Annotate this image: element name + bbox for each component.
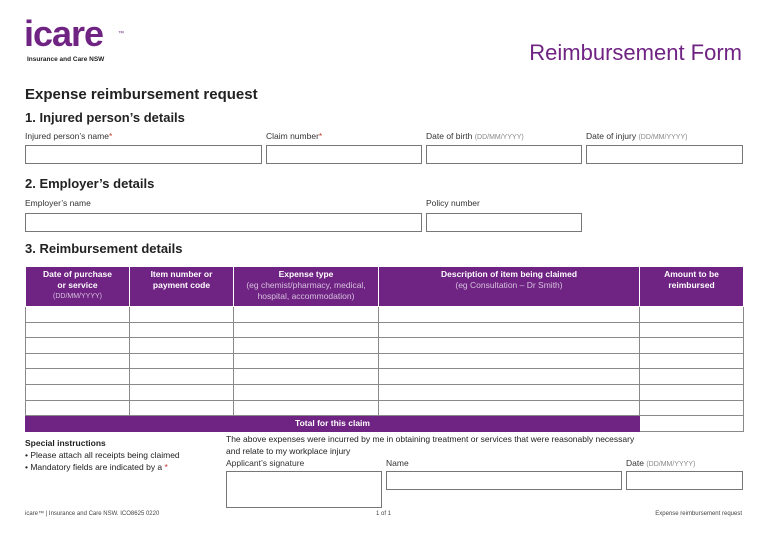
declaration-line2: and relate to my workplace injury xyxy=(226,446,351,456)
footer-page: 1 of 1 xyxy=(376,511,392,517)
col-date-header: Date of purchase or service (DD/MM/YYYY) xyxy=(26,267,130,307)
total-label: Total for this claim xyxy=(26,416,640,432)
table-cell[interactable] xyxy=(234,322,379,338)
applicant-name-label: Name xyxy=(386,458,409,468)
section3-title: 3. Reimbursement details xyxy=(25,241,183,256)
table-cell[interactable] xyxy=(379,369,640,385)
table-cell[interactable] xyxy=(26,400,130,416)
dob-input[interactable] xyxy=(426,145,582,164)
instruction-item: • Mandatory fields are indicated by a * xyxy=(25,462,168,472)
table-row xyxy=(26,384,744,400)
date-input[interactable] xyxy=(626,471,743,490)
table-row xyxy=(26,369,744,385)
table-cell[interactable] xyxy=(130,384,234,400)
table-cell[interactable] xyxy=(234,369,379,385)
table-cell[interactable] xyxy=(640,353,744,369)
col-description-header: Description of item being claimed (eg Consultation – Dr Smith) xyxy=(379,267,640,307)
table-cell[interactable] xyxy=(379,307,640,323)
table-cell[interactable] xyxy=(379,322,640,338)
name-label: Injured person’s name* xyxy=(25,131,113,141)
table-cell[interactable] xyxy=(130,400,234,416)
table-cell[interactable] xyxy=(234,384,379,400)
col-amount-header: Amount to be reimbursed xyxy=(640,267,744,307)
table-cell[interactable] xyxy=(130,353,234,369)
special-instructions-title: Special instructions xyxy=(25,438,106,448)
claim-number-input[interactable] xyxy=(266,145,422,164)
table-cell[interactable] xyxy=(130,307,234,323)
doi-label: Date of injury (DD/MM/YYYY) xyxy=(586,131,688,141)
table-cell[interactable] xyxy=(234,307,379,323)
table-cell[interactable] xyxy=(130,338,234,354)
table-cell[interactable] xyxy=(234,353,379,369)
footer-right: Expense reimbursement request xyxy=(655,511,742,517)
table-cell[interactable] xyxy=(234,400,379,416)
table-row xyxy=(26,353,744,369)
employer-label: Employer’s name xyxy=(25,198,91,208)
table-row xyxy=(26,322,744,338)
table-cell[interactable] xyxy=(26,307,130,323)
policy-number-input[interactable] xyxy=(426,213,582,232)
dob-label: Date of birth (DD/MM/YYYY) xyxy=(426,131,524,141)
table-cell[interactable] xyxy=(234,338,379,354)
table-cell[interactable] xyxy=(26,322,130,338)
date-label: Date (DD/MM/YYYY) xyxy=(626,458,696,468)
table-cell[interactable] xyxy=(379,384,640,400)
col-item-header: Item number or payment code xyxy=(130,267,234,307)
form-title: Reimbursement Form xyxy=(529,40,742,65)
table-cell[interactable] xyxy=(379,353,640,369)
reimbursement-table xyxy=(25,266,744,432)
total-row xyxy=(26,416,744,432)
doi-input[interactable] xyxy=(586,145,743,164)
injured-name-input[interactable] xyxy=(25,145,262,164)
table-cell[interactable] xyxy=(640,369,744,385)
logo-trademark: ™ xyxy=(118,31,124,37)
page-heading: Expense reimbursement request xyxy=(25,86,258,103)
signature-label: Applicant’s signature xyxy=(226,458,305,468)
table-row xyxy=(26,307,744,323)
table-cell[interactable] xyxy=(640,338,744,354)
claim-label: Claim number* xyxy=(266,131,323,141)
section1-title: 1. Injured person’s details xyxy=(25,110,185,125)
table-cell[interactable] xyxy=(26,353,130,369)
table-cell[interactable] xyxy=(379,338,640,354)
table-row xyxy=(26,338,744,354)
footer-left: icare™ | Insurance and Care NSW. ICO8625 0220 xyxy=(25,511,160,517)
logo-subtitle: Insurance and Care NSW xyxy=(27,56,105,63)
total-amount-cell[interactable] xyxy=(640,416,744,432)
instruction-item: • Please attach all receipts being claimed xyxy=(25,450,180,460)
table-cell[interactable] xyxy=(640,400,744,416)
icare-logo: icare xyxy=(24,13,104,54)
declaration-line1: The above expenses were incurred by me in obtaining treatment or services that were reasonably necessary xyxy=(226,434,635,444)
table-cell[interactable] xyxy=(26,369,130,385)
table-cell[interactable] xyxy=(26,384,130,400)
employer-name-input[interactable] xyxy=(25,213,422,232)
table-cell[interactable] xyxy=(379,400,640,416)
table-cell[interactable] xyxy=(130,369,234,385)
table-cell[interactable] xyxy=(130,322,234,338)
table-cell[interactable] xyxy=(640,322,744,338)
col-expense-type-header: Expense type (eg chemist/pharmacy, medical, hospital, accommodation) xyxy=(234,267,379,307)
signature-box[interactable] xyxy=(226,471,382,508)
table-row xyxy=(26,400,744,416)
table-cell[interactable] xyxy=(640,307,744,323)
section2-title: 2. Employer’s details xyxy=(25,176,155,191)
applicant-name-input[interactable] xyxy=(386,471,622,490)
table-cell[interactable] xyxy=(26,338,130,354)
table-cell[interactable] xyxy=(640,384,744,400)
policy-label: Policy number xyxy=(426,198,480,208)
